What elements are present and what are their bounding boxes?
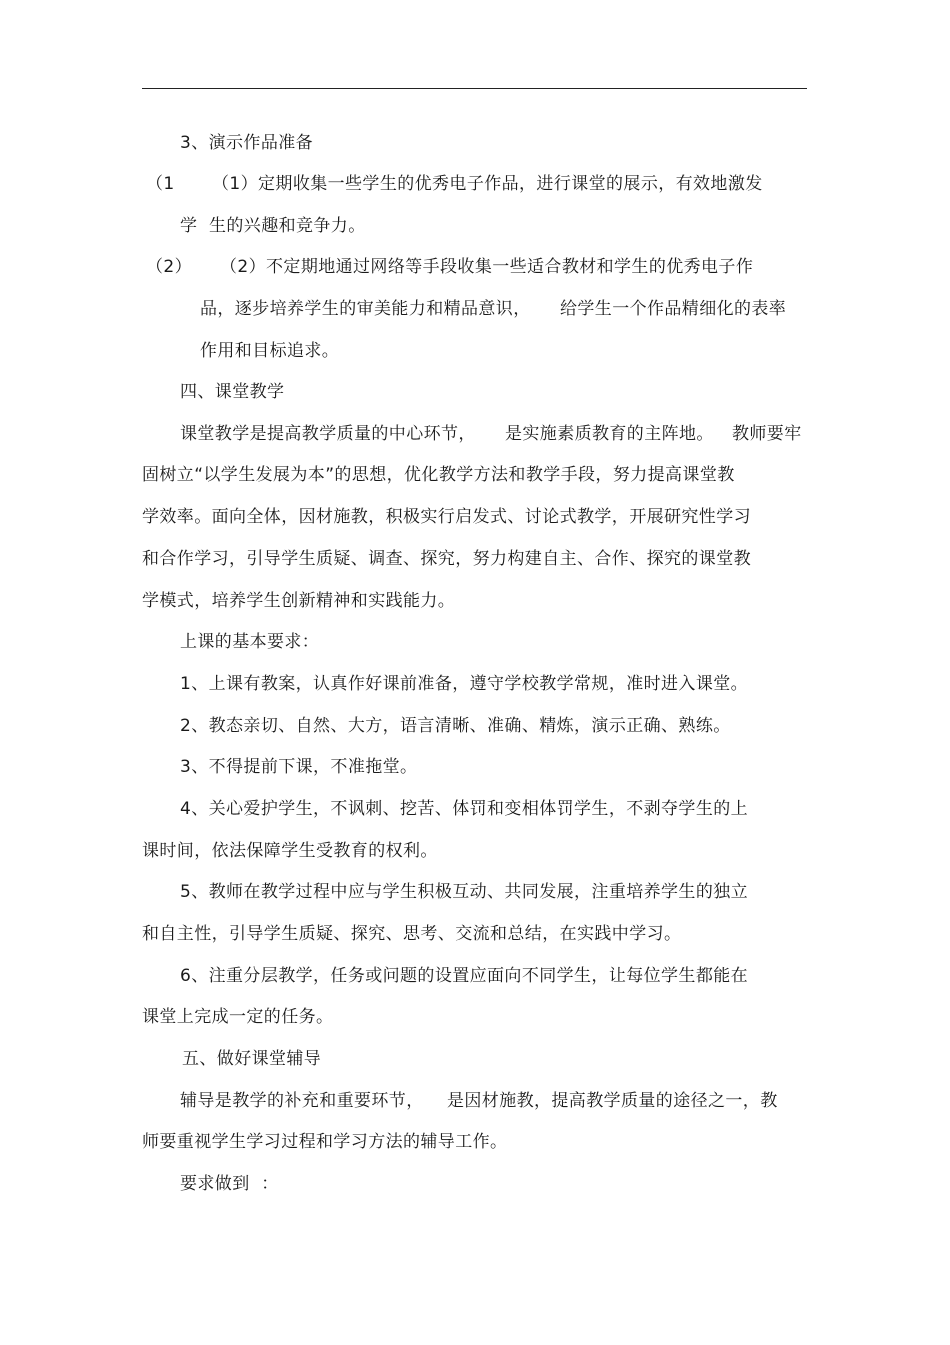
list-item: 2、教态亲切、自然、大方，语言清晰、准确、精炼，演示正确、熟练。: [180, 716, 731, 736]
subheading: 上课的基本要求：: [180, 632, 320, 652]
section-heading: 四、课堂教学: [180, 382, 285, 402]
paragraph-line: 学效率。面向全体，因材施教，积极实行启发式、讨论式教学，开展研究性学习: [142, 507, 751, 527]
paragraph-line: 师要重视学生学习过程和学习方法的辅导工作。: [142, 1132, 508, 1152]
list-item: 课时间，依法保障学生受教育的权利。: [142, 841, 438, 861]
paragraph-line: 给学生一个作品精细化的表率: [560, 299, 787, 319]
paragraph-line: 要求做到 ：: [180, 1174, 279, 1194]
paragraph-line: （2）不定期地通过网络等手段收集一些适合教材和学生的优秀电子作: [220, 257, 754, 277]
list-item: 1、上课有教案，认真作好课前准备，遵守学校教学常规，准时进入课堂。: [180, 674, 749, 694]
paragraph-line: 学模式，培养学生创新精神和实践能力。: [142, 591, 456, 611]
list-marker: （2）: [146, 257, 193, 277]
list-item: 5、教师在教学过程中应与学生积极互动、共同发展，注重培养学生的独立: [180, 882, 749, 902]
list-item: 6、注重分层教学，任务或问题的设置应面向不同学生，让每位学生都能在: [180, 966, 749, 986]
paragraph-line: （1）定期收集一些学生的优秀电子作品，进行课堂的展示，有效地激发: [212, 174, 763, 194]
paragraph-line: 固树立“以学生发展为本”的思想，优化教学方法和教学手段，努力提高课堂教: [142, 465, 735, 485]
paragraph-line: 学 生的兴趣和竞争力。: [180, 216, 366, 236]
list-marker: （1: [146, 174, 175, 194]
paragraph-line: 教师要牢: [732, 424, 802, 444]
list-item: 3、不得提前下课，不准拖堂。: [180, 757, 418, 777]
paragraph-line: 和合作学习，引导学生质疑、调查、探究，努力构建自主、合作、探究的课堂教: [142, 549, 751, 569]
list-item: 4、关心爱护学生，不讽刺、挖苦、体罚和变相体罚学生，不剥夺学生的上: [180, 799, 749, 819]
section-heading: 五、做好课堂辅导: [182, 1049, 322, 1069]
paragraph-line: 课堂教学是提高教学质量的中心环节，: [180, 424, 476, 444]
paragraph-line: 作用和目标追求。: [200, 341, 340, 361]
section-heading: 3、演示作品准备: [180, 133, 314, 153]
list-item: 和自主性，引导学生质疑、探究、思考、交流和总结，在实践中学习。: [142, 924, 682, 944]
paragraph-line: 是实施素质教育的主阵地。: [505, 424, 714, 444]
header-rule: [142, 88, 807, 89]
list-item: 课堂上完成一定的任务。: [142, 1007, 334, 1027]
paragraph-line: 是因材施教，提高教学质量的途径之一，教: [447, 1091, 778, 1111]
paragraph-line: 辅导是教学的补充和重要环节，: [180, 1091, 424, 1111]
paragraph-line: 品，逐步培养学生的审美能力和精品意识，: [200, 299, 531, 319]
